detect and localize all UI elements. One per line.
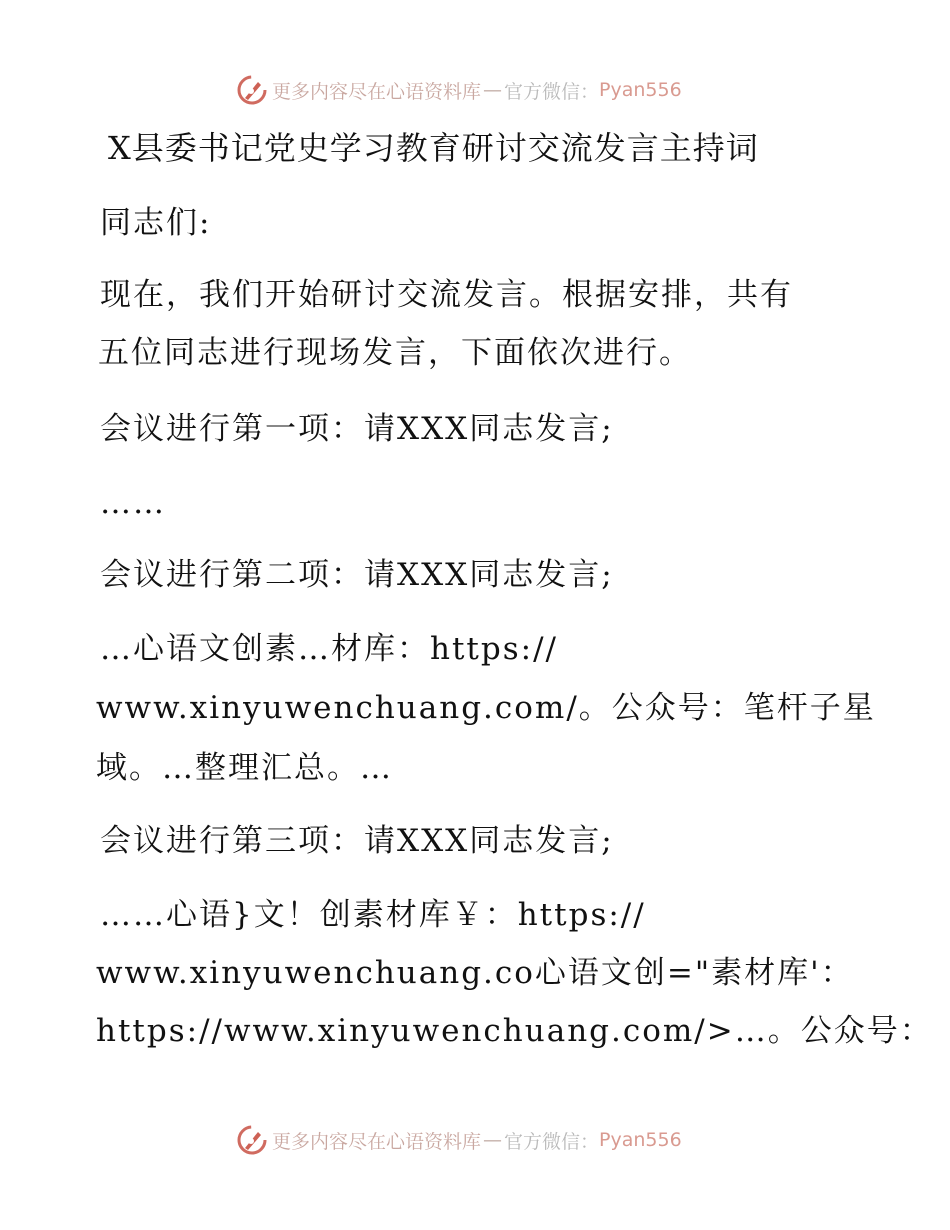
watermark-wechat-id: Pyan556 [599, 1129, 682, 1151]
paragraph-line: 会议进行第一项：请XXX同志发言; [100, 411, 614, 447]
paragraph-line: …心语文创素…材库：https:// [100, 631, 558, 667]
paragraph-line: https://www.xinyuwenchuang.com/>…。公众号： [96, 1013, 933, 1049]
paragraph-line: 现在，我们开始研讨交流发言。根据安排，共有 [100, 277, 793, 313]
watermark-wechat-label: 官方微信： [504, 1130, 600, 1153]
watermark-main-text: 更多内容尽在心语资料库 [272, 1130, 482, 1153]
watermark-wechat-label: 官方微信： [504, 80, 600, 103]
paragraph-line: 会议进行第三项：请XXX同志发言; [100, 823, 614, 859]
watermark-footer [236, 1122, 682, 1158]
watermark-wechat-id: Pyan556 [599, 79, 682, 101]
watermark-separator: — [483, 79, 503, 101]
paragraph-line: www.xinyuwenchuang.com/。公众号：笔杆子星 [96, 690, 876, 726]
paragraph-line: 域。…整理汇总。… [96, 750, 393, 786]
paragraph-line: ……心语}文！创素材库￥：https:// [100, 897, 646, 933]
paragraph-line: www.xinyuwenchuang.co心语文创="素材库'： [96, 955, 854, 991]
watermark-separator: — [483, 1129, 503, 1151]
paragraph-line: 会议进行第二项：请XXX同志发言; [100, 557, 614, 593]
document-title: X县委书记党史学习教育研讨交流发言主持词 [108, 129, 759, 167]
paragraph-line: 同志们: [100, 205, 212, 241]
watermark-main-text: 更多内容尽在心语资料库 [272, 80, 482, 103]
paragraph-line: 五位同志进行现场发言，下面依次进行。 [98, 335, 692, 371]
paragraph-line: …… [100, 485, 166, 521]
pen-logo-icon [236, 1124, 268, 1156]
